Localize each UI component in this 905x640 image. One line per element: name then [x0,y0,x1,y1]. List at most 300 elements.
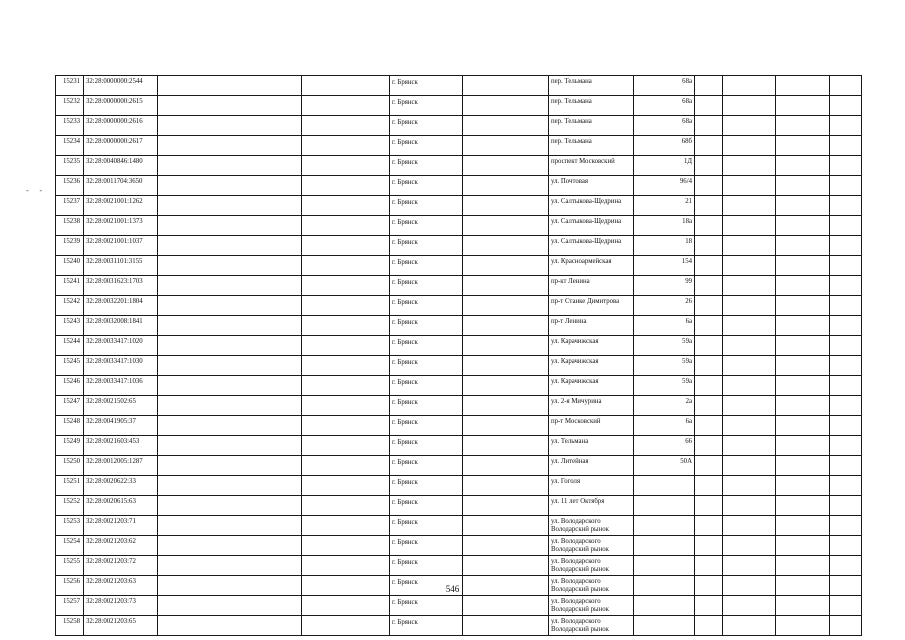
empty-cell [158,296,302,316]
house-number: 59а [634,336,695,356]
empty-cell [830,76,862,96]
city-name: г. Брянск [390,576,463,596]
empty-cell [830,516,862,536]
empty-cell [723,356,776,376]
empty-cell [302,76,390,96]
empty-cell [302,256,390,276]
cadastral-number: 32:28:0032008:1841 [84,316,158,336]
city-name: г. Брянск [390,456,463,476]
row-number: 15234 [56,136,84,156]
empty-cell [695,416,723,436]
empty-cell [776,296,830,316]
empty-cell [776,596,830,616]
empty-cell [695,296,723,316]
empty-cell [302,536,390,556]
empty-cell [776,436,830,456]
empty-cell [158,596,302,616]
house-number: 50А [634,456,695,476]
empty-cell [723,376,776,396]
empty-cell [463,376,549,396]
cadastral-number: 32:28:0020615:63 [84,496,158,516]
table-row [56,596,862,616]
row-number: 15257 [56,596,84,616]
street-name: пр-т Московский [549,416,634,436]
empty-cell [830,296,862,316]
empty-cell [695,276,723,296]
table-row [56,536,862,556]
house-number: 68б [634,136,695,156]
table-row [56,96,862,116]
empty-cell [463,116,549,136]
empty-cell [158,336,302,356]
house-number: 96/4 [634,176,695,196]
empty-cell [695,76,723,96]
empty-cell [830,256,862,276]
cadastral-number: 32:28:0040846:1480 [84,156,158,176]
empty-cell [302,476,390,496]
table-row [56,416,862,436]
empty-cell [723,496,776,516]
empty-cell [302,336,390,356]
street-name: ул. Володарского Володарский рынок [549,576,634,596]
street-name: ул. Володарского Володарский рынок [549,616,634,636]
empty-cell [723,536,776,556]
cadastral-number: 32:28:0021001:1037 [84,236,158,256]
empty-cell [695,596,723,616]
empty-cell [830,376,862,396]
empty-cell [723,396,776,416]
empty-cell [463,556,549,576]
street-name: ул. Литейная [549,456,634,476]
empty-cell [695,176,723,196]
row-number: 15237 [56,196,84,216]
empty-cell [723,76,776,96]
cadastral-number: 32:28:0033417:1036 [84,376,158,396]
empty-cell [463,596,549,616]
empty-cell [463,236,549,256]
row-number: 15239 [56,236,84,256]
empty-cell [830,476,862,496]
empty-cell [695,356,723,376]
street-name: ул. 2-я Мичурина [549,396,634,416]
empty-cell [695,256,723,276]
table-row [56,216,862,236]
empty-cell [463,356,549,376]
city-name: г. Брянск [390,76,463,96]
empty-cell [158,616,302,636]
table-row [56,76,862,96]
house-number: 21 [634,196,695,216]
empty-cell [695,616,723,636]
empty-cell [158,496,302,516]
empty-cell [695,456,723,476]
cadastral-number: 32:28:0031101:3155 [84,256,158,276]
street-name: ул. Красноармейская [549,256,634,276]
empty-cell [830,96,862,116]
row-number: 15233 [56,116,84,136]
empty-cell [723,136,776,156]
empty-cell [776,336,830,356]
row-number: 15235 [56,156,84,176]
empty-cell [463,496,549,516]
table-row [56,476,862,496]
city-name: г. Брянск [390,536,463,556]
row-number: 15242 [56,296,84,316]
street-name: пер. Тельмана [549,76,634,96]
empty-cell [723,516,776,536]
empty-cell [302,356,390,376]
empty-cell [776,376,830,396]
house-number [634,516,695,536]
city-name: г. Брянск [390,176,463,196]
empty-cell [302,216,390,236]
table-row [56,276,862,296]
empty-cell [723,456,776,476]
empty-cell [158,396,302,416]
cadastral-number: 32:28:0000000:2617 [84,136,158,156]
street-name: пр-т Станке Димитрова [549,296,634,316]
empty-cell [830,116,862,136]
empty-cell [776,556,830,576]
city-name: г. Брянск [390,356,463,376]
row-number: 15249 [56,436,84,456]
cadastral-number: 32:28:0011704:3650 [84,176,158,196]
empty-cell [830,316,862,336]
empty-cell [723,256,776,276]
empty-cell [302,196,390,216]
empty-cell [302,496,390,516]
empty-cell [723,616,776,636]
house-number: 68а [634,96,695,116]
empty-cell [830,416,862,436]
city-name: г. Брянск [390,236,463,256]
table-row [56,236,862,256]
empty-cell [776,476,830,496]
empty-cell [776,256,830,276]
empty-cell [158,476,302,496]
row-number: 15254 [56,536,84,556]
empty-cell [830,196,862,216]
empty-cell [723,116,776,136]
cadastral-number: 32:28:0020622:33 [84,476,158,496]
cadastral-number: 32:28:0000000:2616 [84,116,158,136]
empty-cell [776,136,830,156]
street-name: пр-кт Ленина [549,276,634,296]
empty-cell [463,516,549,536]
house-number [634,616,695,636]
table-row [56,256,862,276]
street-name: ул. Володарского Володарский рынок [549,556,634,576]
empty-cell [463,156,549,176]
empty-cell [158,276,302,296]
empty-cell [302,376,390,396]
empty-cell [723,216,776,236]
row-number: 15256 [56,576,84,596]
table-row [56,436,862,456]
empty-cell [723,176,776,196]
table-row [56,336,862,356]
city-name: г. Брянск [390,596,463,616]
empty-cell [776,616,830,636]
empty-cell [158,176,302,196]
table-row [56,116,862,136]
empty-cell [302,116,390,136]
house-number [634,596,695,616]
city-name: г. Брянск [390,96,463,116]
house-number: 59а [634,356,695,376]
empty-cell [158,436,302,456]
empty-cell [723,196,776,216]
street-name: пер. Тельмана [549,136,634,156]
empty-cell [776,236,830,256]
street-name: ул. Карачижская [549,356,634,376]
house-number: 18а [634,216,695,236]
empty-cell [695,336,723,356]
empty-cell [463,396,549,416]
empty-cell [158,376,302,396]
table-row [56,396,862,416]
city-name: г. Брянск [390,516,463,536]
empty-cell [463,256,549,276]
empty-cell [776,356,830,376]
scan-artifact: - - [26,186,47,195]
empty-cell [776,216,830,236]
empty-cell [830,336,862,356]
empty-cell [158,96,302,116]
empty-cell [723,96,776,116]
row-number: 15240 [56,256,84,276]
empty-cell [463,296,549,316]
street-name: пер. Тельмана [549,96,634,116]
empty-cell [302,556,390,576]
row-number: 15245 [56,356,84,376]
empty-cell [302,96,390,116]
empty-cell [158,356,302,376]
empty-cell [776,416,830,436]
street-name: ул. Карачижская [549,376,634,396]
cadastral-number: 32:28:0021001:1373 [84,216,158,236]
table-row [56,196,862,216]
city-name: г. Брянск [390,476,463,496]
row-number: 15243 [56,316,84,336]
cadastral-number: 32:28:0012005:1287 [84,456,158,476]
empty-cell [695,496,723,516]
empty-cell [723,236,776,256]
empty-cell [695,396,723,416]
empty-cell [723,316,776,336]
empty-cell [776,396,830,416]
city-name: г. Брянск [390,216,463,236]
city-name: г. Брянск [390,436,463,456]
empty-cell [695,116,723,136]
empty-cell [302,396,390,416]
empty-cell [830,496,862,516]
empty-cell [695,536,723,556]
city-name: г. Брянск [390,196,463,216]
row-number: 15236 [56,176,84,196]
street-name: ул. Володарского Володарский рынок [549,536,634,556]
row-number: 15251 [56,476,84,496]
table-row [56,296,862,316]
table-row [56,556,862,576]
empty-cell [830,536,862,556]
city-name: г. Брянск [390,336,463,356]
empty-cell [302,136,390,156]
empty-cell [830,176,862,196]
empty-cell [776,116,830,136]
street-name: пр-т Ленина [549,316,634,336]
page-number: 546 [445,584,460,594]
empty-cell [695,216,723,236]
empty-cell [776,156,830,176]
city-name: г. Брянск [390,616,463,636]
empty-cell [302,416,390,436]
empty-cell [302,276,390,296]
house-number: 68а [634,116,695,136]
cadastral-number: 32:28:0000000:2615 [84,96,158,116]
empty-cell [158,316,302,336]
house-number: 59а [634,376,695,396]
empty-cell [776,176,830,196]
city-name: г. Брянск [390,256,463,276]
row-number: 15232 [56,96,84,116]
empty-cell [463,276,549,296]
cadastral-number: 32:28:0021203:62 [84,536,158,556]
empty-cell [723,336,776,356]
row-number: 15246 [56,376,84,396]
cadastral-number: 32:28:0032201:1804 [84,296,158,316]
city-name: г. Брянск [390,556,463,576]
street-name: ул. Салтыкова-Щедрина [549,216,634,236]
city-name: г. Брянск [390,156,463,176]
house-number: 18 [634,236,695,256]
cadastral-number: 32:28:0021603:453 [84,436,158,456]
empty-cell [463,76,549,96]
empty-cell [158,516,302,536]
table-row [56,156,862,176]
row-number: 15238 [56,216,84,236]
cadastral-number: 32:28:0021203:73 [84,596,158,616]
house-number: 99 [634,276,695,296]
empty-cell [695,436,723,456]
table-row [56,496,862,516]
empty-cell [158,216,302,236]
empty-cell [158,156,302,176]
cadastral-number: 32:28:0021203:71 [84,516,158,536]
empty-cell [695,316,723,336]
house-number [634,556,695,576]
empty-cell [463,416,549,436]
empty-cell [302,296,390,316]
empty-cell [776,276,830,296]
empty-cell [830,396,862,416]
cadastral-number: 32:28:0041905:37 [84,416,158,436]
empty-cell [830,156,862,176]
empty-cell [695,156,723,176]
house-number: 1Д [634,156,695,176]
table-body [56,76,862,636]
cadastral-number: 32:28:0033417:1020 [84,336,158,356]
empty-cell [695,236,723,256]
empty-cell [830,356,862,376]
empty-cell [302,516,390,536]
city-name: г. Брянск [390,276,463,296]
city-name: г. Брянск [390,416,463,436]
row-number: 15252 [56,496,84,516]
empty-cell [695,196,723,216]
empty-cell [158,416,302,436]
empty-cell [723,296,776,316]
empty-cell [830,616,862,636]
table-row [56,356,862,376]
empty-cell [463,536,549,556]
table-row [56,456,862,476]
empty-cell [830,276,862,296]
cadastral-number: 32:28:0021203:65 [84,616,158,636]
table-row [56,316,862,336]
cadastral-number: 32:28:0021203:63 [84,576,158,596]
street-name: ул. Володарского Володарский рынок [549,516,634,536]
empty-cell [302,236,390,256]
cadastral-number: 32:28:0033417:1030 [84,356,158,376]
empty-cell [723,156,776,176]
empty-cell [302,316,390,336]
street-name: проспект Московский [549,156,634,176]
street-name: ул. Гоголя [549,476,634,496]
house-number [634,496,695,516]
empty-cell [463,176,549,196]
street-name: ул. Тельмана [549,436,634,456]
street-name: ул. Салтыкова-Щедрина [549,236,634,256]
empty-cell [830,236,862,256]
city-name: г. Брянск [390,136,463,156]
empty-cell [830,136,862,156]
empty-cell [463,476,549,496]
house-number: 154 [634,256,695,276]
empty-cell [463,136,549,156]
empty-cell [830,556,862,576]
city-name: г. Брянск [390,296,463,316]
cadastral-number: 32:28:0000000:2544 [84,76,158,96]
city-name: г. Брянск [390,496,463,516]
empty-cell [302,456,390,476]
empty-cell [463,436,549,456]
empty-cell [463,196,549,216]
empty-cell [302,156,390,176]
table-row [56,136,862,156]
empty-cell [723,276,776,296]
table-row [56,176,862,196]
row-number: 15247 [56,396,84,416]
table-row [56,376,862,396]
empty-cell [830,216,862,236]
house-number: 6а [634,316,695,336]
street-name: ул. Володарского Володарский рынок [549,596,634,616]
street-name: пер. Тельмана [549,116,634,136]
empty-cell [776,196,830,216]
empty-cell [723,556,776,576]
empty-cell [776,536,830,556]
empty-cell [723,596,776,616]
cadastral-number: 32:28:0021203:72 [84,556,158,576]
empty-cell [463,336,549,356]
cadastral-number: 32:28:0021502:65 [84,396,158,416]
row-number: 15248 [56,416,84,436]
row-number: 15250 [56,456,84,476]
empty-cell [776,516,830,536]
empty-cell [776,76,830,96]
empty-cell [302,436,390,456]
